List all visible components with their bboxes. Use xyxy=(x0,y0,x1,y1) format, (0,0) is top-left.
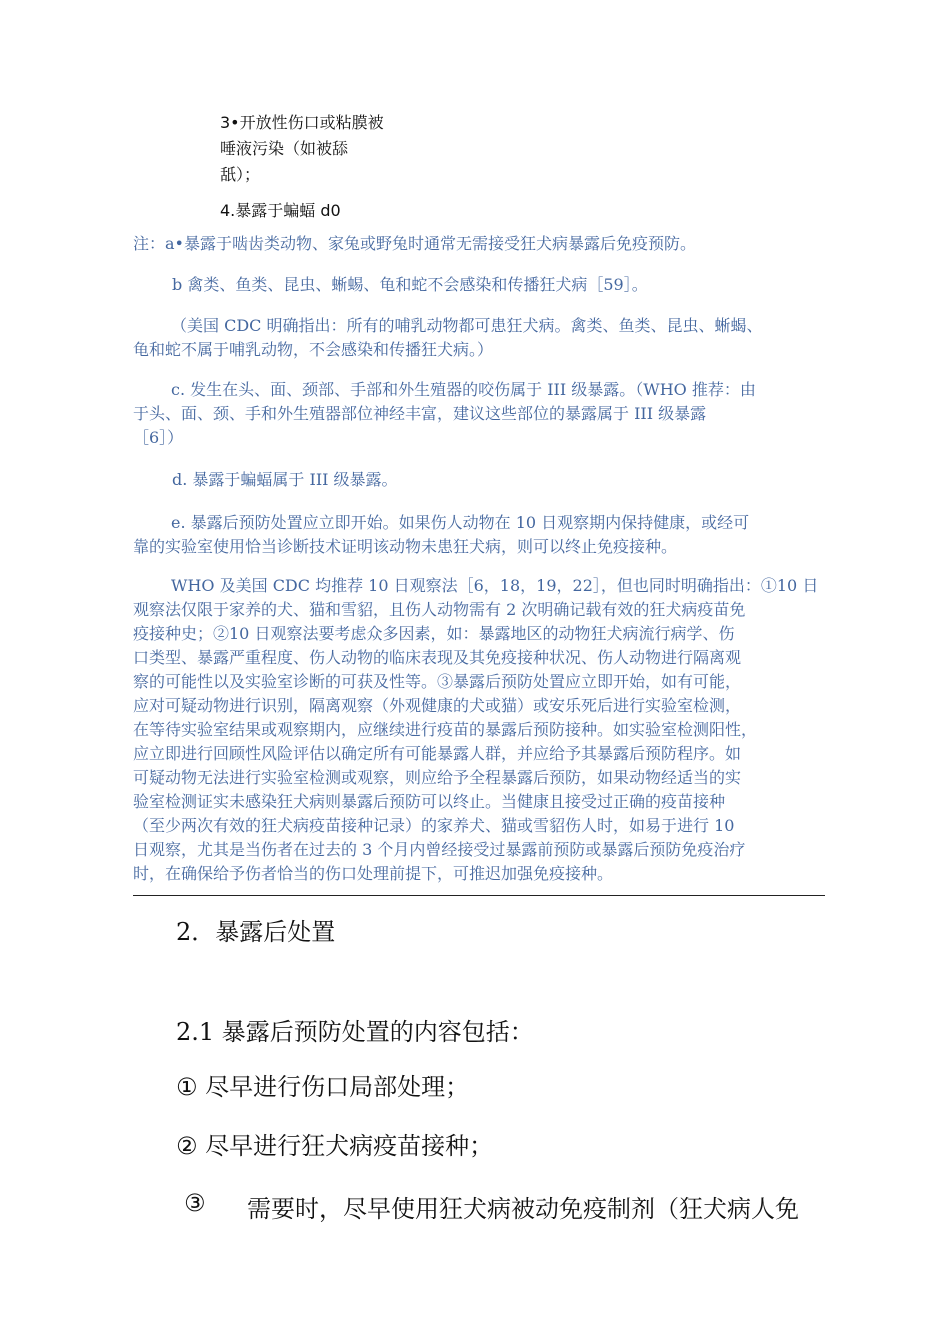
note-c-line-1: c. 发生在头、面、颈部、手部和外生殖器的咬伤属于 III 级暴露。（WHO 推荐：由 xyxy=(171,380,756,399)
section-item-2: ② 尽早进行狂犬病疫苗接种； xyxy=(176,1132,494,1160)
sub-heading: 2.1 暴露后预防处置的内容包括： xyxy=(176,1018,534,1046)
note-who-line: 察的可能性以及实验室诊断的可获及性等。③暴露后预防处置应立即开始，如有可能， xyxy=(133,672,742,691)
footnote-divider xyxy=(133,895,825,896)
note-e-line-1: e. 暴露后预防处置应立即开始。如果伤人动物在 10 日观察期内保持健康，或经可 xyxy=(171,513,750,532)
note-a: 注：a•暴露于啮齿类动物、家兔或野兔时通常无需接受狂犬病暴露后免疫预防。 xyxy=(133,234,696,253)
note-who-line: WHO 及美国 CDC 均推荐 10 日观察法［6，18，19，22］，但也同时明确指出：①10 日 xyxy=(171,576,819,595)
section-heading: 2．暴露后处置 xyxy=(176,918,336,946)
note-who-line: 应对可疑动物进行识别，隔离观察（外观健康的犬或猫）或安乐死后进行实验室检测， xyxy=(133,696,742,715)
note-d: d. 暴露于蝙蝠属于 III 级暴露。 xyxy=(172,470,398,489)
note-who-line: 时，在确保给予伤者恰当的伤口处理前提下，可推迟加强免疫接种。 xyxy=(133,864,614,883)
note-who-cdc xyxy=(133,574,825,886)
note-e xyxy=(133,511,825,559)
note-who-line: 应立即进行回顾性风险评估以确定所有可能暴露人群，并应给予其暴露后预防程序。如 xyxy=(133,744,742,763)
note-who-line: 日观察，尤其是当伤者在过去的 3 个月内曾经接受过暴露前预防或暴露后预防免疫治疗 xyxy=(133,840,746,859)
list-item-4: 4.暴露于蝙蝠 d0 xyxy=(220,201,341,220)
list-item-3-line-2: 唾液污染（如被舔 xyxy=(220,139,349,158)
note-cdc-line-2: 龟和蛇不属于哺乳动物，不会感染和传播狂犬病。） xyxy=(133,340,494,359)
note-who-line: 疫接种史；②10 日观察法要考虑众多因素，如：暴露地区的动物狂犬病流行病学、伤 xyxy=(133,624,735,643)
list-item-3-line-1: 3•开放性伤口或粘膜被 xyxy=(220,113,384,132)
note-c-line-3: ［6］） xyxy=(133,428,184,447)
note-who-line: 可疑动物无法进行实验室检测或观察，则应给予全程暴露后预防，如果动物经适当的实 xyxy=(133,768,742,787)
note-who-line: 口类型、暴露严重程度、伤人动物的临床表现及其免疫接种状况、伤人动物进行隔离观 xyxy=(133,648,742,667)
note-c-line-2: 于头、面、颈、手和外生殖器部位神经丰富，建议这些部位的暴露属于 III 级暴露 xyxy=(133,404,707,423)
note-who-line: 在等待实验室结果或观察期内，应继续进行疫苗的暴露后预防接种。如实验室检测阳性， xyxy=(133,720,758,739)
note-e-line-2: 靠的实验室使用恰当诊断技术证明该动物未患狂犬病，则可以终止免疫接种。 xyxy=(133,537,678,556)
note-who-line: （至少两次有效的狂犬病疫苗接种记录）的家养犬、猫或雪貂伤人时，如易于进行 10 xyxy=(133,816,735,835)
section-item-3-marker: ③ xyxy=(184,1189,206,1217)
note-c xyxy=(133,378,825,450)
list-item-3-line-3: 舐）； xyxy=(220,165,261,184)
note-cdc xyxy=(133,314,825,362)
note-cdc-line-1: （美国 CDC 明确指出：所有的哺乳动物都可患狂犬病。禽类、鱼类、昆虫、蜥蝎、 xyxy=(171,316,763,335)
section-item-1: ① 尽早进行伤口局部处理； xyxy=(176,1073,470,1101)
note-who-line: 观察法仅限于家养的犬、猫和雪貂，且伤人动物需有 2 次明确记载有效的狂犬病疫苗免 xyxy=(133,600,746,619)
note-who-line: 验室检测证实未感染狂犬病则暴露后预防可以终止。当健康且接受过正确的疫苗接种 xyxy=(133,792,726,811)
section-item-3-text: 需要时，尽早使用狂犬病被动免疫制剂（狂犬病人免 xyxy=(247,1195,799,1223)
note-b: b 禽类、鱼类、昆虫、蜥蜴、龟和蛇不会感染和传播狂犬病［59］。 xyxy=(172,275,648,294)
